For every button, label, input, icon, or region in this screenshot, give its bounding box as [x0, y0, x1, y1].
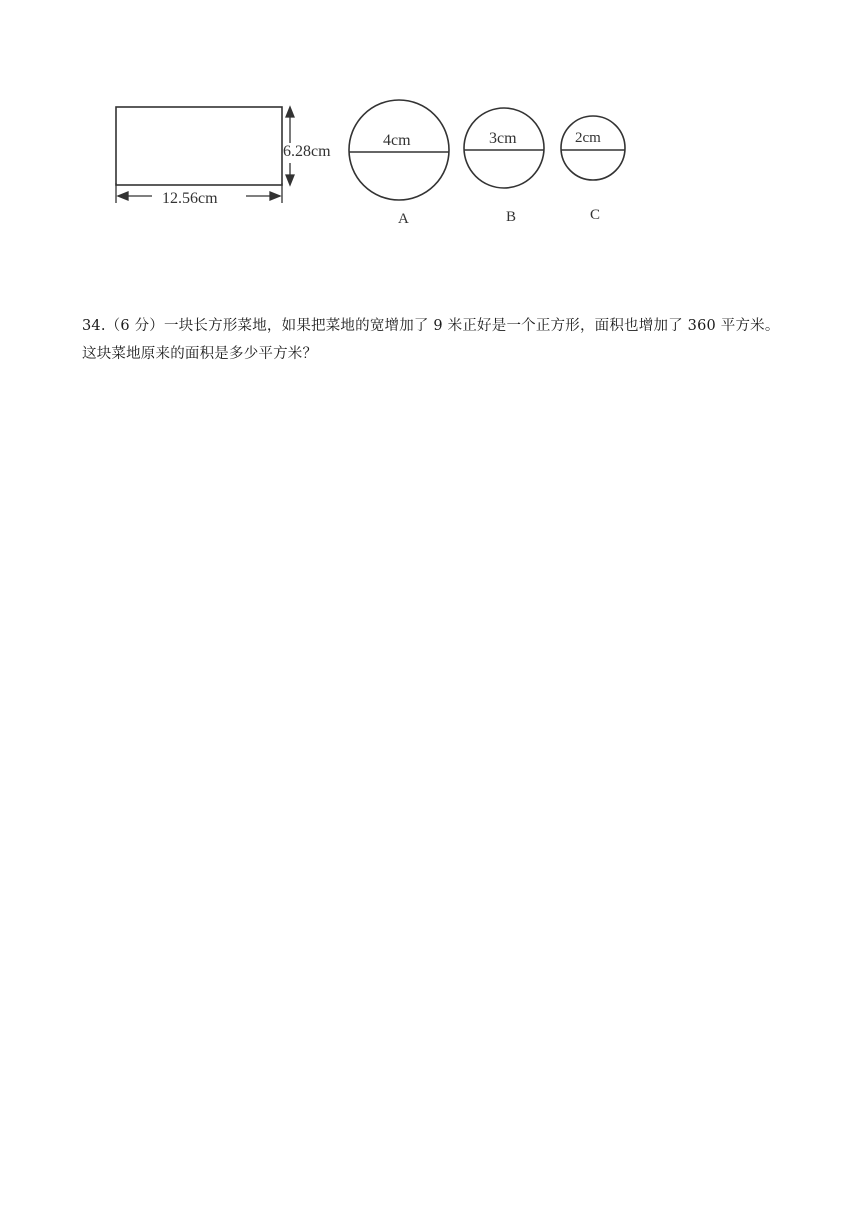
question-text: 一块长方形菜地，如果把菜地的宽增加了 9 米正好是一个正方形，面积也增加了 360 平方米。这块菜地原来的面积是多少平方米？: [82, 318, 780, 362]
circle-b: [464, 108, 544, 188]
figure-drawing: [100, 95, 660, 240]
circle-c: [561, 116, 625, 180]
geometry-figure: [100, 95, 660, 240]
circle-c-diameter-label: 2cm: [575, 130, 601, 146]
rect-height-label: 6.28cm: [283, 143, 331, 160]
rectangle-shape: [116, 107, 282, 185]
circle-a-diameter-label: 4cm: [383, 132, 411, 149]
question-score: （6 分）: [105, 318, 165, 334]
question-34: [82, 312, 782, 368]
circle-b-letter: B: [506, 209, 517, 225]
circle-a-letter: A: [398, 211, 409, 227]
rect-width-label: 12.56cm: [162, 190, 218, 207]
circle-c-letter: C: [590, 207, 601, 223]
question-number: 34.: [82, 318, 106, 334]
circle-b-diameter-label: 3cm: [489, 130, 517, 147]
circle-a: [349, 100, 449, 200]
